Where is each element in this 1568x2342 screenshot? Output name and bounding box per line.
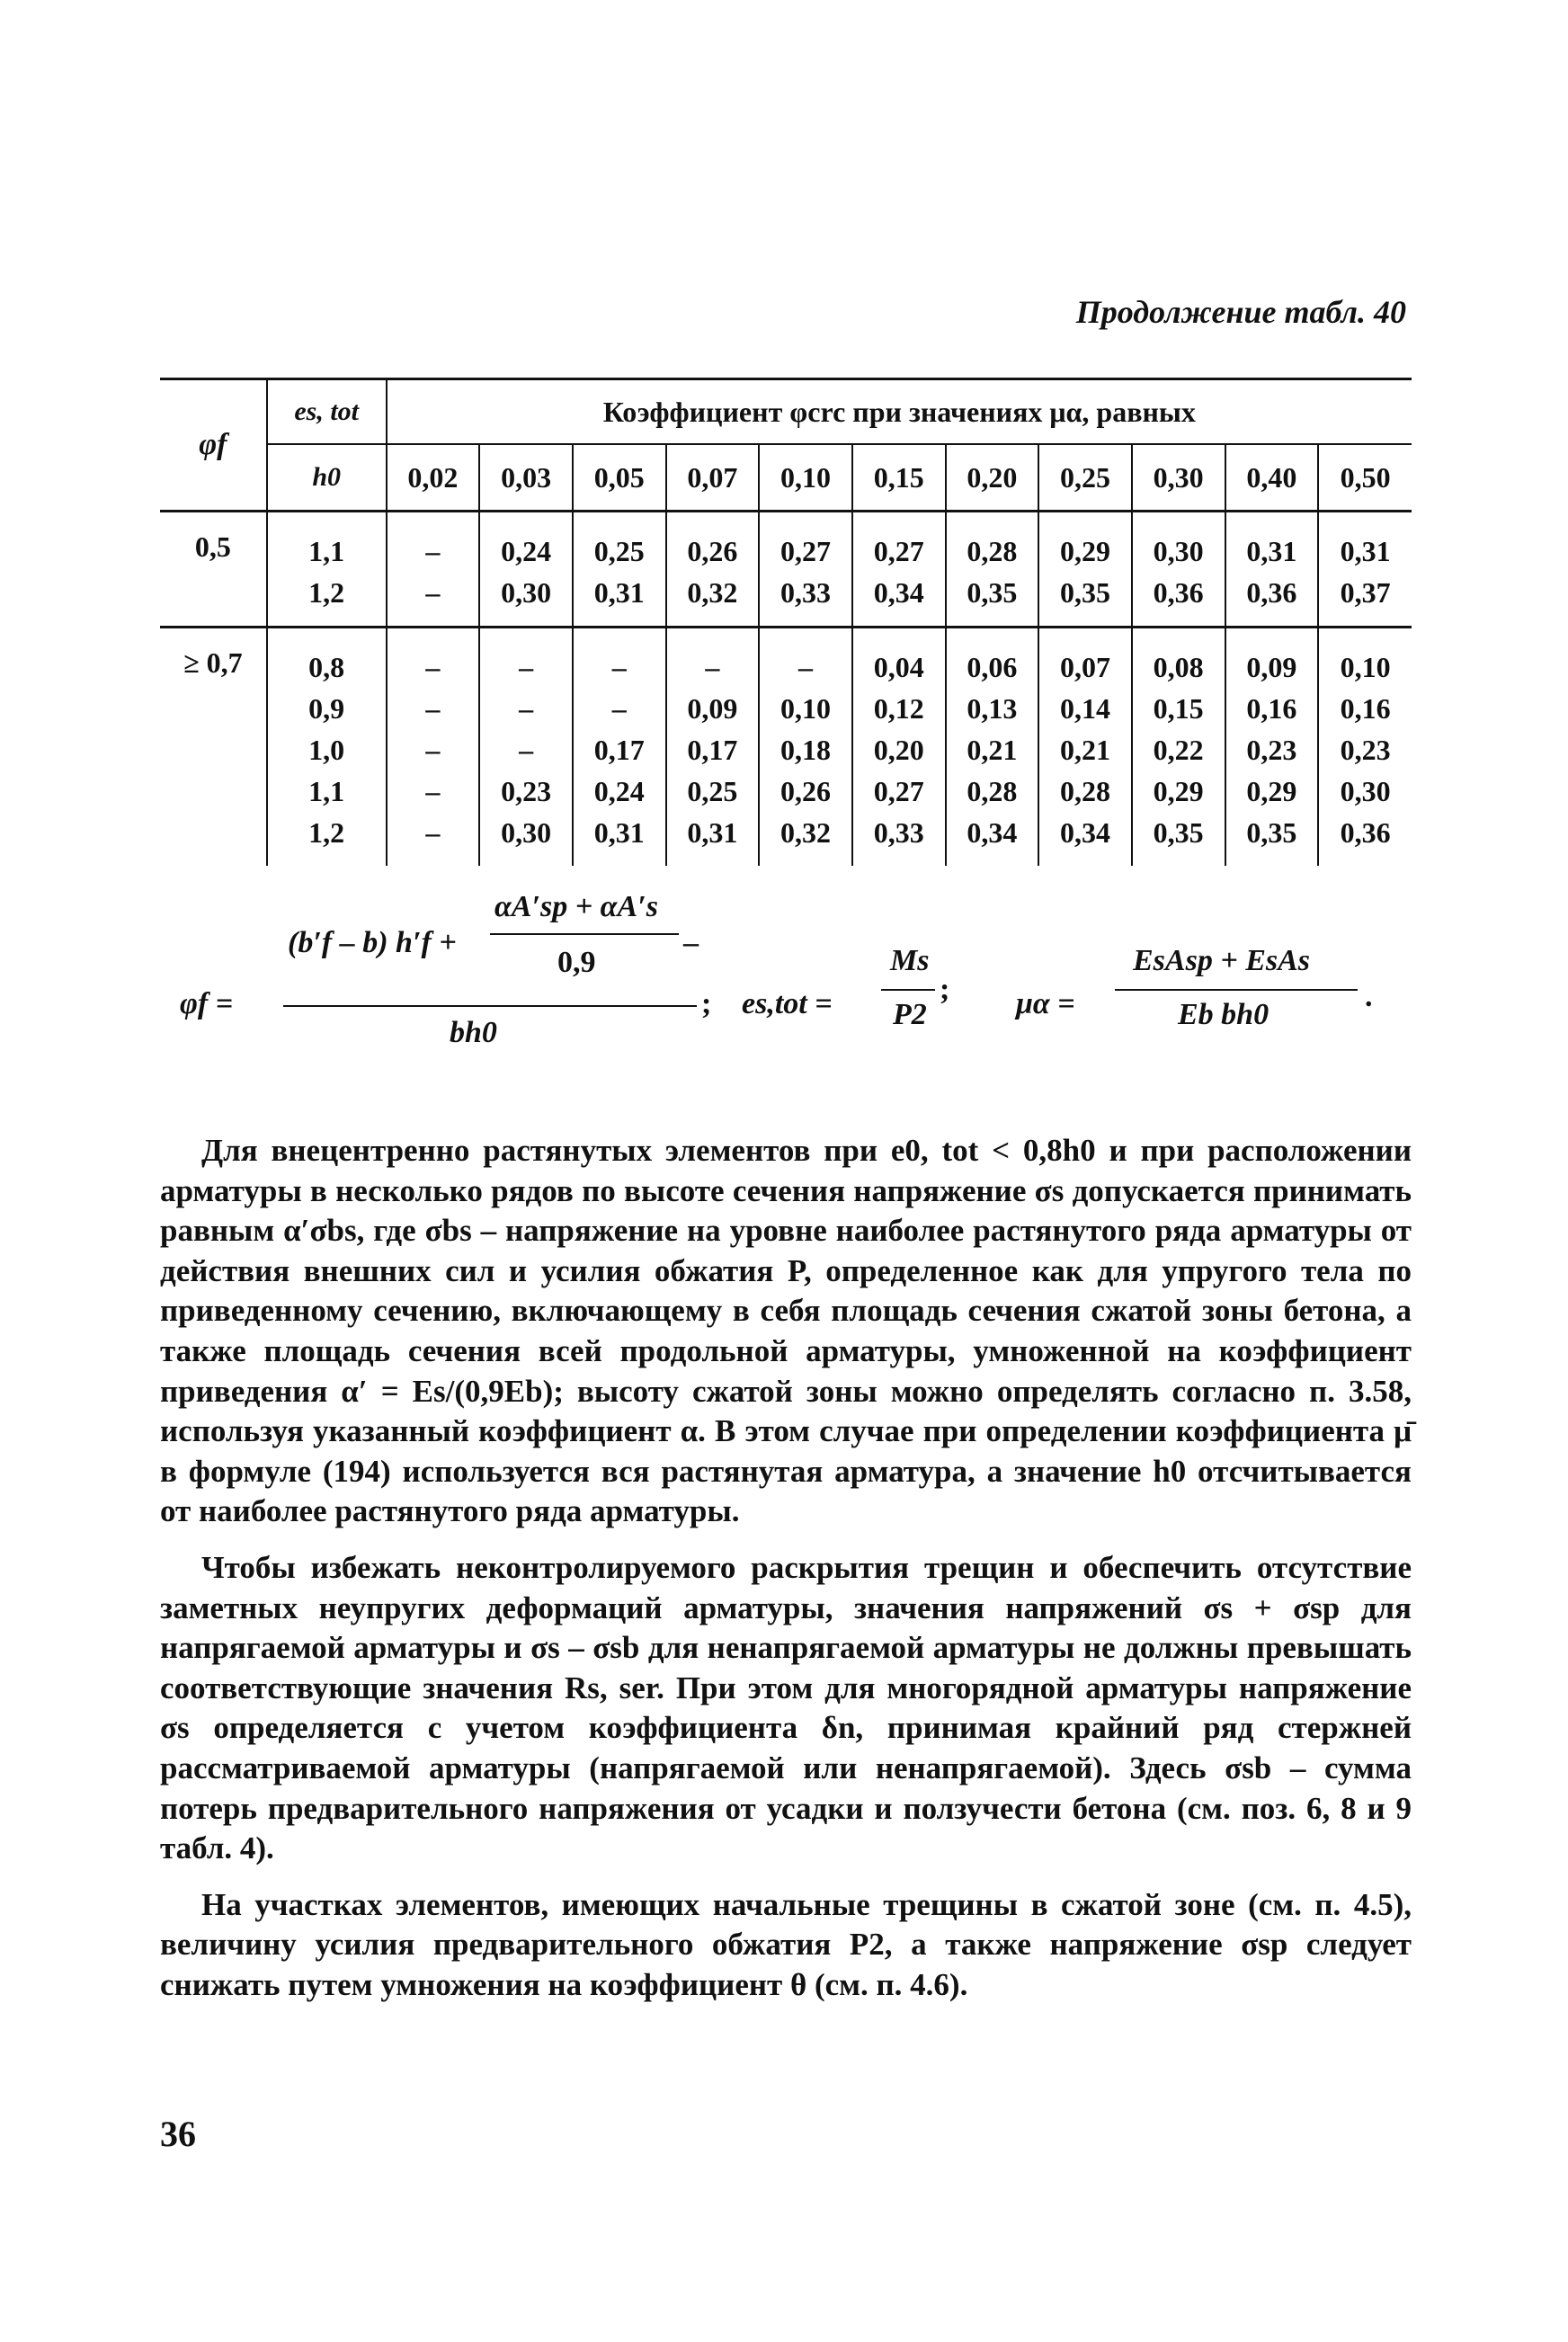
- coefficient-cell: 0,36: [1132, 572, 1225, 628]
- coefficient-cell: 0,31: [1225, 512, 1319, 573]
- coefficient-cell: 0,34: [946, 812, 1039, 866]
- coefficient-cell: 0,13: [946, 688, 1039, 729]
- paragraph: Чтобы избежать неконтролируемого раскрытия трещин и обеспечить отсутствие заметных неупругих деформаций арматуры, значения напряжений σs + σsp для напрягаемой арматуры и σs – σsb для ненапрягаемой арматуры не должны превышать соответствующие значения Rs, ser. При этом для многорядной арматуры напряжение σs определяется с учетом коэффициента δn, принимая крайний ряд стержней рассматриваемой арматуры (напрягаемой или ненапрягаемой). Здесь σsb – сумма потерь предварительного напряжения от усадки и ползучести бетона (см. поз. 6, 8 и 9 табл. 4).: [160, 1549, 1412, 1866]
- mu-alpha-header-cell: 0,30: [1132, 444, 1225, 512]
- coefficient-cell: 0,17: [666, 729, 760, 770]
- coefficient-cell: 0,22: [1132, 729, 1225, 770]
- formula-phi-inner-numerator: αA′sp + αA′s: [494, 890, 658, 923]
- coefficient-cell: 0,14: [1038, 688, 1132, 729]
- formula-es-numerator: Ms: [890, 944, 930, 977]
- coefficient-cell: 0,35: [1038, 572, 1132, 628]
- table-row: [160, 628, 1412, 689]
- formula-separator: ;: [701, 987, 712, 1020]
- coefficient-cell: 0,29: [1038, 512, 1132, 573]
- table-group: [160, 628, 1412, 867]
- coefficient-cell: 0,30: [1318, 770, 1412, 812]
- coefficient-cell: 0,10: [1318, 628, 1412, 689]
- es-ratio-cell: 0,8: [267, 628, 387, 689]
- formula-phi-denominator: bh0: [450, 1016, 497, 1049]
- coefficient-cell: 0,29: [1132, 770, 1225, 812]
- coefficient-cell: –: [479, 688, 573, 729]
- coefficient-cell: 0,10: [759, 688, 852, 729]
- page-number: 36: [160, 2114, 196, 2154]
- mu-alpha-header-row: [160, 444, 1412, 512]
- coefficient-cell: –: [573, 688, 666, 729]
- table-row: [160, 512, 1412, 573]
- coefficient-table: [160, 378, 1412, 866]
- body-text: [160, 1131, 1412, 2021]
- es-ratio-cell: 1,2: [267, 812, 387, 866]
- header-es-tot: es, tot: [267, 379, 387, 445]
- formula-phi-bar: [283, 1005, 697, 1007]
- es-ratio-cell: 1,2: [267, 572, 387, 628]
- coefficient-cell: 0,37: [1318, 572, 1412, 628]
- phi-value-cell: ≥ 0,7: [183, 646, 243, 679]
- coefficient-cell: 0,35: [1132, 812, 1225, 866]
- coefficient-cell: 0,21: [1038, 729, 1132, 770]
- coefficient-cell: 0,24: [479, 512, 573, 573]
- coefficient-cell: –: [387, 729, 480, 770]
- table-continuation-caption: Продолжение табл. 40: [1075, 294, 1406, 330]
- coefficient-cell: 0,23: [479, 770, 573, 812]
- coefficient-cell: 0,15: [1132, 688, 1225, 729]
- formula-minus: –: [683, 926, 699, 959]
- coefficient-cell: 0,21: [946, 729, 1039, 770]
- coefficient-cell: 0,16: [1318, 688, 1412, 729]
- paragraph: На участках элементов, имеющих начальные трещины в сжатой зоне (см. п. 4.5), величину усилия предварительного обжатия P2, а также напряжение σsp следует снижать путем умножения на коэффициент θ (см. п. 4.6).: [160, 1886, 1412, 2002]
- formula-end: .: [1365, 980, 1373, 1013]
- coefficient-cell: –: [759, 628, 852, 689]
- coefficient-cell: 0,36: [1225, 572, 1319, 628]
- header-h0: h0: [267, 444, 387, 512]
- coefficient-cell: 0,24: [573, 770, 666, 812]
- coefficient-cell: –: [479, 628, 573, 689]
- coefficient-cell: 0,26: [666, 512, 760, 573]
- mu-alpha-header-cell: 0,07: [666, 444, 760, 512]
- formula-mu-bar: [1115, 989, 1358, 991]
- table-group: [160, 512, 1412, 628]
- formula-es-bar: [881, 989, 935, 991]
- coefficient-cell: 0,25: [573, 512, 666, 573]
- table-row: [160, 688, 1412, 729]
- formula-separator: ;: [940, 973, 950, 1006]
- coefficient-cell: –: [387, 812, 480, 866]
- table-row: [160, 729, 1412, 770]
- coefficient-cell: 0,35: [946, 572, 1039, 628]
- coefficient-cell: 0,33: [852, 812, 946, 866]
- mu-alpha-header-cell: 0,05: [573, 444, 666, 512]
- coefficient-cell: 0,25: [666, 770, 760, 812]
- coefficient-cell: 0,32: [759, 812, 852, 866]
- coefficient-cell: 0,26: [759, 770, 852, 812]
- es-ratio-cell: 0,9: [267, 688, 387, 729]
- coefficient-cell: 0,06: [946, 628, 1039, 689]
- coefficient-cell: 0,27: [852, 770, 946, 812]
- header-phi-f: φf: [199, 428, 227, 461]
- mu-alpha-header-cell: 0,15: [852, 444, 946, 512]
- coefficient-cell: 0,04: [852, 628, 946, 689]
- formula-es-lhs: es,tot =: [742, 987, 833, 1020]
- coefficient-cell: 0,17: [573, 729, 666, 770]
- coefficient-cell: –: [387, 688, 480, 729]
- mu-alpha-header-cell: 0,50: [1318, 444, 1412, 512]
- coefficient-cell: 0,27: [759, 512, 852, 573]
- formula-es-denominator: P2: [893, 998, 927, 1031]
- coefficient-cell: 0,12: [852, 688, 946, 729]
- es-ratio-cell: 1,1: [267, 512, 387, 573]
- table-row: [160, 770, 1412, 812]
- coefficient-cell: 0,34: [1038, 812, 1132, 866]
- formula-mu-denominator: Eb bh0: [1178, 998, 1270, 1031]
- phi-value-cell: 0,5: [194, 530, 231, 563]
- mu-alpha-header-cell: 0,10: [759, 444, 852, 512]
- mu-alpha-header-cell: 0,03: [479, 444, 573, 512]
- es-ratio-cell: 1,1: [267, 770, 387, 812]
- coefficient-cell: –: [573, 628, 666, 689]
- formula-phi-inner-denominator: 0,9: [557, 946, 596, 979]
- formula-phi-numerator-a: (b′f – b) h′f +: [288, 926, 457, 959]
- coefficient-cell: 0,16: [1225, 688, 1319, 729]
- coefficient-cell: 0,35: [1225, 812, 1319, 866]
- coefficient-cell: –: [387, 572, 480, 628]
- coefficient-cell: 0,07: [1038, 628, 1132, 689]
- coefficient-cell: –: [387, 512, 480, 573]
- coefficient-cell: 0,28: [1038, 770, 1132, 812]
- coefficient-cell: 0,08: [1132, 628, 1225, 689]
- table-row: [160, 812, 1412, 866]
- coefficient-cell: 0,23: [1318, 729, 1412, 770]
- coefficient-cell: 0,30: [479, 812, 573, 866]
- mu-alpha-header-cell: 0,25: [1038, 444, 1132, 512]
- coefficient-cell: 0,18: [759, 729, 852, 770]
- coefficient-cell: –: [666, 628, 760, 689]
- coefficient-cell: 0,36: [1318, 812, 1412, 866]
- coefficient-cell: 0,30: [1132, 512, 1225, 573]
- mu-alpha-header-cell: 0,40: [1225, 444, 1319, 512]
- header-coefficient-group: Коэффициент φcrc при значениях μα, равных: [387, 379, 1412, 445]
- coefficient-cell: –: [387, 770, 480, 812]
- mu-alpha-header-cell: 0,20: [946, 444, 1039, 512]
- coefficient-cell: 0,31: [573, 812, 666, 866]
- mu-alpha-header-cell: 0,02: [387, 444, 480, 512]
- formula-phi-inner-bar: [490, 933, 679, 935]
- paragraph: Для внецентренно растянутых элементов при e0, tot < 0,8h0 и при расположении арматуры в несколько рядов по высоте сечения напряжение σs допускается принимать равным α′σbs, где σbs – напряжение на уровне наиболее растянутого ряда арматуры от действия внешних сил и усилия обжатия P, определенное как для упругого тела по приведенному сечению, включающему в себя площадь сечения сжатой зоны бетона, а также площадь сечения всей продольной арматуры, умноженной на коэффициент приведения α′ = Es/(0,9Eb); высоту сжатой зоны можно определять согласно п. 3.58, используя указанный коэффициент α. В этом случае при определении коэффициента μ̄ в формуле (194) используется вся растянутая арматура, а значение h0 отсчитывается от наиболее растянутого ряда арматуры.: [160, 1133, 1412, 1529]
- es-ratio-cell: 1,0: [267, 729, 387, 770]
- coefficient-cell: 0,27: [852, 512, 946, 573]
- coefficient-cell: 0,31: [573, 572, 666, 628]
- coefficient-cell: 0,34: [852, 572, 946, 628]
- coefficient-cell: –: [479, 729, 573, 770]
- coefficient-cell: 0,29: [1225, 770, 1319, 812]
- coefficient-cell: 0,20: [852, 729, 946, 770]
- coefficient-cell: 0,32: [666, 572, 760, 628]
- formula-block: [180, 890, 1394, 1079]
- coefficient-cell: 0,30: [479, 572, 573, 628]
- coefficient-cell: –: [387, 628, 480, 689]
- coefficient-cell: 0,09: [666, 688, 760, 729]
- formula-mu-lhs: μα =: [1016, 987, 1075, 1020]
- coefficient-cell: 0,31: [1318, 512, 1412, 573]
- table-row: [160, 572, 1412, 628]
- coefficient-cell: 0,09: [1225, 628, 1319, 689]
- coefficient-cell: 0,28: [946, 770, 1039, 812]
- formula-mu-numerator: EsAsp + EsAs: [1133, 944, 1311, 977]
- coefficient-cell: 0,28: [946, 512, 1039, 573]
- coefficient-cell: 0,23: [1225, 729, 1319, 770]
- formula-phi-lhs: φf =: [180, 987, 234, 1020]
- coefficient-cell: 0,31: [666, 812, 760, 866]
- coefficient-cell: 0,33: [759, 572, 852, 628]
